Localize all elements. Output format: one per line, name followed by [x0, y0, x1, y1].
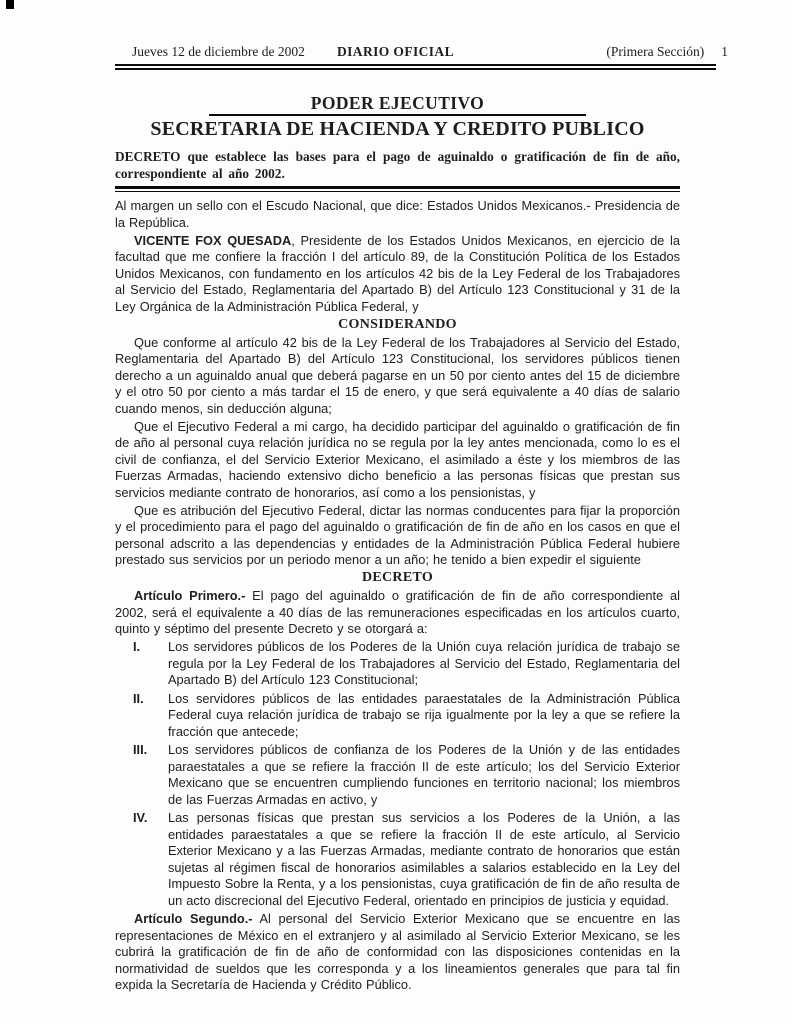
president-name: VICENTE FOX QUESADA: [134, 232, 292, 248]
fraction-text-3: Los servidores públicos de confianza de los Poderes de la Unión y de las entidades paraestatales a que se refiere la fracción II de este artículo; los del Servicio Exterior Mexicano que se encuentren cumpliendo funciones en territorio nacional; los miembros de las Fuerzas Armadas en activo, y: [168, 742, 680, 807]
articulo-segundo-paragraph: [115, 911, 680, 994]
document-body: [115, 0, 728, 995]
preamble-paragraph: [115, 233, 680, 316]
decree-text: [115, 198, 680, 994]
fraction-numeral-1: I.: [133, 639, 141, 654]
branch-title: PODER EJECUTIVO: [310, 93, 485, 113]
articulo-primero-label: Artículo Primero.-: [134, 588, 246, 603]
branch-title-underline: [209, 114, 586, 116]
considerando-paragraph-1: Que conforme al artículo 42 bis de la Ley Federal de los Trabajadores al Servicio del Estado, Reglamentaria del Apartado B) del Artículo 123 Constitucional, los servidores públicos tienen derecho a un aguinaldo anual que deberá pagarse en un 50 por ciento antes del 15 de diciembre y el otro 50 por ciento a más tardar el 15 de enero, y que será equivalente a 40 días de salario cuando menos, sin deducción alguna;: [115, 334, 680, 416]
fraction-numeral-2: II.: [133, 690, 144, 706]
running-header: [115, 44, 728, 60]
decreto-heading: DECRETO: [361, 570, 434, 585]
considerando-paragraph-2: Que el Ejecutivo Federal a mi cargo, ha decidido participar del aguinaldo o gratificación de fin de año al personal cuya relación jurídica no se regula por la ley antes mencionada, como lo es el civil de confianza, el del Servicio Exterior Mexicano, el asimilado a éste y los miembros de las Fuerzas Armadas, haciendo extensivo dicho beneficio a las personas físicas que prestan sus servicios mediante contrato de honorarios, así como a los pensionistas, y: [115, 418, 680, 500]
header-double-rule: [115, 64, 716, 70]
fraction-numeral-3: III.: [133, 742, 148, 757]
articulo-primero-paragraph: [115, 588, 680, 638]
considerando-heading: CONSIDERANDO: [338, 316, 457, 332]
header-date: Jueves 12 de diciembre de 2002: [132, 44, 305, 59]
agency-title: SECRETARIA DE HACIENDA Y CREDITO PUBLICO: [150, 118, 645, 140]
header-publication-title: DIARIO OFICIAL: [337, 44, 454, 59]
decree-summary: DECRETO que establece las bases para el pago de aguinaldo o gratificación de fin de año, correspondiente al año 2002.: [115, 149, 680, 181]
summary-double-rule: [115, 186, 680, 192]
articulo-segundo-text: Al personal del Servicio Exterior Mexicano que se encuentre en las representaciones de México en el extranjero y al asimilado al Servicio Exterior Mexicano, se les cubrirá la gratificación de fin de año de conformidad con las disposiciones contenidas en la normatividad de sueldos que les corresponda y a los lineamientos generales que para tal fin expida la Secretaría de Hacienda y Crédito Público.: [115, 911, 680, 992]
fraction-item-3: [115, 742, 680, 808]
header-page-number: 1: [721, 44, 728, 59]
articulo-primero-text: El pago del aguinaldo o gratificación de fin de año correspondiente al 2002, será el equivalente a 40 días de las remuneraciones especificadas en los artículos cuarto, quinto y séptimo del presente Decreto y se otorgará a:: [115, 588, 680, 636]
fraction-item-4: [115, 810, 680, 909]
scan-artifact-mark: [6, 0, 14, 9]
fraction-item-2: [115, 691, 680, 741]
preamble-text: , Presidente de los Estados Unidos Mexicanos, en ejercicio de la facultad que me confiere la fracción I del artículo 89, de la Constitución Política de los Estados Unidos Mexicanos, con fundamento en los artículos 42 bis de la Ley Federal de los Trabajadores al Servicio del Estado, Reglamentaria del Apartado B) del Artículo 123 Constitucional y 31 de la Ley Orgánica de la Administración Pública Federal, y: [115, 232, 680, 314]
fraction-item-1: [115, 639, 680, 689]
header-section-label: (Primera Sección): [606, 44, 705, 59]
fraction-text-2: Los servidores públicos de las entidades paraestatales de la Administración Pública Federal cuya relación jurídica de trabajo se rija igualmente por la ley a que se refiere la fracción que antecede;: [168, 690, 680, 739]
fraction-text-1: Los servidores públicos de los Poderes de la Unión cuya relación jurídica de trabajo se regula por la Ley Federal de los Trabajadores al Servicio del Estado, Reglamentaria del Apartado B) del Artículo 123 Constitucional;: [168, 639, 680, 687]
fraction-numeral-4: IV.: [133, 810, 148, 825]
fraction-text-4: Las personas físicas que prestan sus servicios a los Poderes de la Unión, a las entidades paraestatales a que se refiere la fracción II de este artículo, al Servicio Exterior Mexicano y a las Fuerzas Armadas, mediante contrato de honorarios que están sujetas al régimen fiscal de honorarios asimilables a salarios establecido en la Ley del Impuesto Sobre la Renta, y a los pensionistas, cuya gratificación de fin de año resulta de un acto discrecional del Ejecutivo Federal, orientado en principios de justicia y equidad.: [168, 810, 680, 908]
margin-note: Al margen un sello con el Escudo Nacional, que dice: Estados Unidos Mexicanos.- Presidencia de la República.: [115, 198, 680, 230]
articulo-segundo-label: Artículo Segundo.-: [134, 911, 253, 926]
considerando-paragraph-3: Que es atribución del Ejecutivo Federal, dictar las normas conducentes para fijar la proporción y el procedimiento para el pago del aguinaldo o gratificación de fin de año en los casos en que el personal adscrito a las dependencias y entidades de la Administración Pública Federal hubiere prestado sus servicios por un periodo menor a un año; he tenido a bien expedir el siguiente: [115, 502, 680, 567]
